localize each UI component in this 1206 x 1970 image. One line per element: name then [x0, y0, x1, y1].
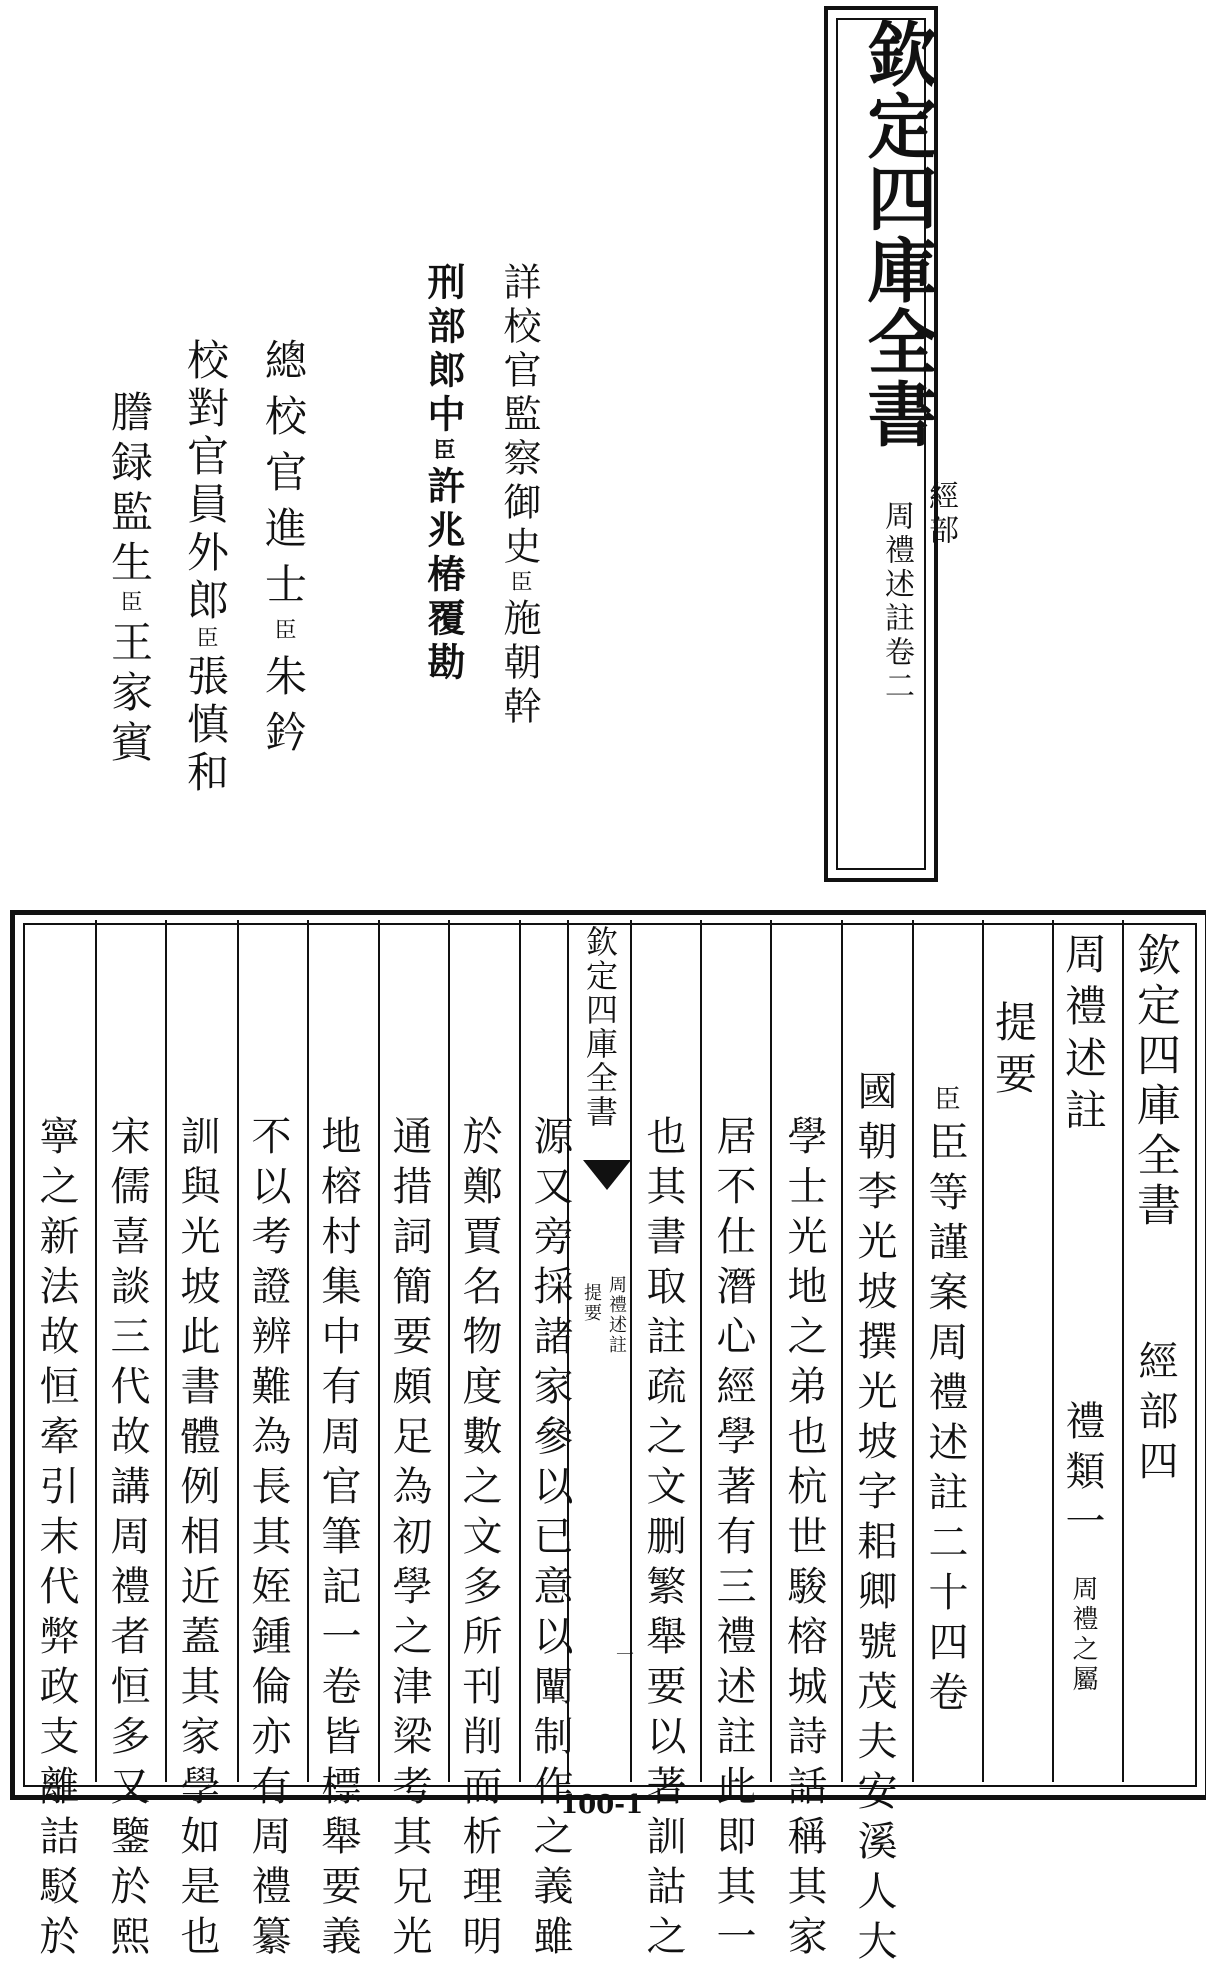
page-work-title: 周禮述註 [1059, 932, 1108, 1140]
credit-line: 校對官員外郎 [181, 338, 230, 626]
text-column: 通措詞簡要頗足為初學之津梁考其兄光 [386, 1115, 432, 1965]
text-column: 臣臣等謹案周禮述註二十四卷 [922, 1085, 968, 1721]
page-subcategory: 禮類一 [1059, 1400, 1105, 1550]
text-column: 於鄭賈名物度數之文多所刊削而析理明 [456, 1115, 502, 1965]
credit-line: 刑部郎中 [421, 262, 466, 438]
cover-title: 欽定四庫全書 [856, 18, 939, 450]
text-column: 不以考證辨難為長其姪鍾倫亦有周禮纂 [245, 1115, 291, 1965]
page-section-label: 提要 [989, 1000, 1038, 1104]
column-rule [1052, 920, 1054, 1782]
page-category: 經部四 [1132, 1340, 1178, 1490]
text-column: 國朝李光坡撰光坡字耜卿號茂夫安溪人大 [851, 1070, 897, 1970]
column-rule [237, 920, 239, 1782]
credit-mark: 臣 [271, 618, 296, 654]
gutter-page: 一 [613, 1645, 634, 1665]
credit-mark: 臣 [117, 590, 142, 620]
column-rule [982, 920, 984, 1782]
credit-line: 謄録監生 [105, 390, 154, 590]
page-header: 欽定四庫全書 [1129, 932, 1180, 1232]
credit-mark: 臣 [507, 570, 532, 598]
column-rule [1122, 920, 1124, 1782]
text-column: 訓與光坡此書體例相近蓋其家學如是也 [174, 1115, 220, 1965]
credit-line: 總校官進士 [259, 338, 308, 618]
column-rule [378, 920, 380, 1782]
credit-chief-editor [259, 338, 308, 766]
gutter-title: 欽定四庫全書 [581, 925, 619, 1129]
page-number: 100-1 [560, 1790, 644, 1820]
cover-title-box [824, 6, 958, 882]
column-rule [95, 920, 97, 1782]
cover-work: 周禮述註卷二 [879, 500, 914, 704]
column-rule [165, 920, 167, 1782]
credit-name: 朱鈐 [259, 654, 308, 766]
text-column-line: 臣等謹案周禮述註二十四卷 [922, 1121, 968, 1721]
fishtail-mark [583, 1160, 631, 1190]
credit-name: 張慎和 [181, 654, 230, 798]
gutter-section: 提要 [581, 1283, 602, 1323]
credit-name: 施朝幹 [497, 598, 541, 730]
text-column: 宋儒喜談三代故講周禮者恒多又鑒於熙 [104, 1115, 150, 1965]
credit-mark: 臣 [430, 438, 456, 466]
text-column: 源又旁採諸家參以已意以闡制作之義雖 [527, 1115, 573, 1965]
text-column: 地榕村集中有周官筆記一卷皆標舉要義 [315, 1115, 361, 1965]
credit-name: 王家賓 [105, 620, 154, 770]
credit-collator [181, 338, 230, 798]
column-rule [912, 920, 914, 1782]
gutter-work: 周禮述註 [606, 1275, 627, 1355]
text-column: 寧之新法故恒牽引末代弊政支離詰駁於 [33, 1115, 79, 1965]
text-column: 學士光地之弟也杭世駿榕城詩話稱其家 [781, 1115, 827, 1965]
credit-reviewer [421, 262, 466, 686]
column-rule [307, 920, 309, 1782]
column-rule [841, 920, 843, 1782]
page-subcategory-note: 周禮之屬 [1068, 1575, 1098, 1695]
text-column: 也其書取註疏之文删繁舉要以著訓詁之 [640, 1115, 686, 1965]
credit-mark: 臣 [193, 626, 218, 654]
cover-section: 經部 [923, 480, 958, 548]
column-rule [700, 920, 702, 1782]
column-rule [770, 920, 772, 1782]
text-column: 居不仕潛心經學著有三禮述註此即其一 [710, 1115, 756, 1965]
credit-copyist [105, 390, 154, 770]
column-rule [448, 920, 450, 1782]
credit-proofreader [497, 262, 541, 730]
column-rule [519, 920, 521, 1782]
credit-line: 詳校官監察御史 [497, 262, 541, 570]
credit-name: 許兆椿覆勘 [421, 466, 466, 686]
